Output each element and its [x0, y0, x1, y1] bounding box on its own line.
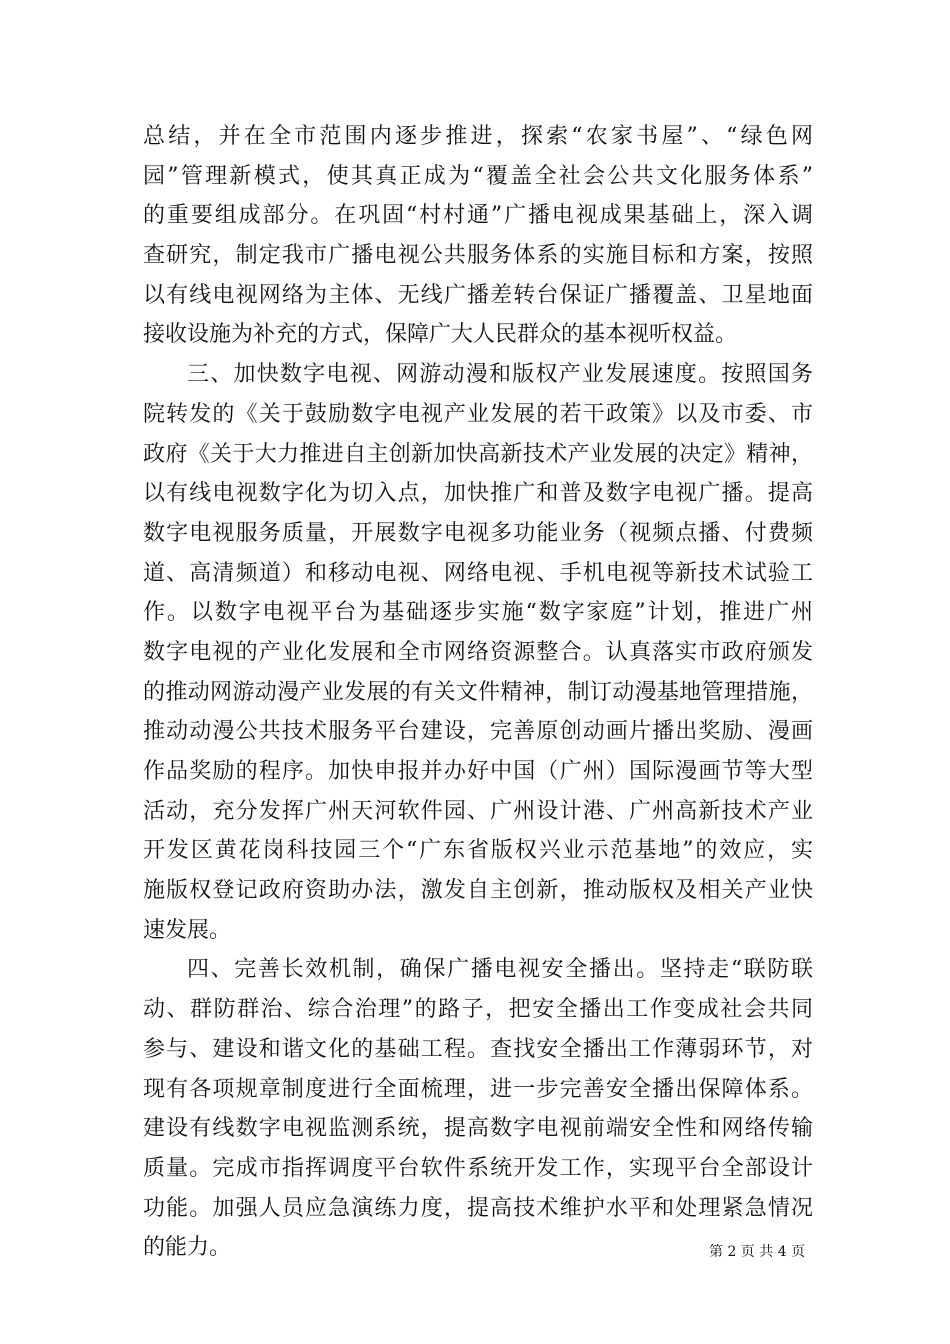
text-line: 功能。加强人员应急演练力度，提高技术维护水平和处理紧急情况: [143, 1195, 813, 1221]
text-line: 园”管理新模式，使其真正成为“覆盖全社会公共文化服务体系”: [143, 163, 813, 189]
document-body: [143, 117, 813, 1268]
text-line: 的能力。: [143, 1235, 232, 1261]
text-line: 政府《关于大力推进自主创新加快高新技术产业发展的决定》精神，: [143, 441, 813, 467]
text-line: 数字电视的产业化发展和全市网络资源整合。认真落实市政府颁发: [143, 639, 813, 665]
text-line: 建设有线数字电视监测系统，提高数字电视前端安全性和网络传输: [143, 1116, 813, 1142]
text-line: 施版权登记政府资助办法，激发自主创新，推动版权及相关产业快: [143, 878, 813, 904]
section-four-first-line: 四、完善长效机制，确保广播电视安全播出。坚持走“联防联: [187, 957, 813, 983]
text-line: 道、高清频道）和移动电视、网络电视、手机电视等新技术试验工: [143, 560, 813, 586]
text-line: 开发区黄花岗科技园三个“广东省版权兴业示范基地”的效应，实: [143, 838, 813, 864]
text-line: 动、群防群治、综合治理”的路子，把安全播出工作变成社会共同: [143, 997, 813, 1023]
text-line: 接收设施为补充的方式，保障广大人民群众的基本视听权益。: [143, 322, 738, 348]
text-line: 总结，并在全市范围内逐步推进，探索“农家书屋”、“绿色网: [143, 124, 813, 149]
text-line: 质量。完成市指挥调度平台软件系统开发工作，实现平台全部设计: [143, 1155, 813, 1181]
text-line: 的重要组成部分。在巩固“村村通”广播电视成果基础上，深入调: [143, 203, 813, 229]
page-indicator: 第 2 页 共 4 页: [709, 1244, 806, 1260]
text-line: 以有线电视网络为主体、无线广播差转台保证广播覆盖、卫星地面: [143, 282, 813, 308]
text-line: 以有线电视数字化为切入点，加快推广和普及数字电视广播。提高: [143, 481, 813, 507]
text-line: 活动，充分发挥广州天河软件园、广州设计港、广州高新技术产业: [143, 798, 813, 824]
text-line: 查研究，制定我市广播电视公共服务体系的实施目标和方案，按照: [143, 243, 813, 269]
text-line: 速发展。: [143, 917, 232, 943]
text-line: 推动动漫公共技术服务平台建设，完善原创动画片播出奖励、漫画: [143, 719, 813, 745]
text-line: 的推动网游动漫产业发展的有关文件精神，制订动漫基地管理措施，: [143, 679, 813, 705]
text-line: 作。以数字电视平台为基础逐步实施“数字家庭”计划，推进广州: [143, 600, 813, 626]
text-line: 数字电视服务质量，开展数字电视多功能业务（视频点播、付费频: [143, 520, 813, 546]
section-three-first-line: 三、加快数字电视、网游动漫和版权产业发展速度。按照国务: [187, 362, 813, 388]
text-line: 作品奖励的程序。加快申报并办好中国（广州）国际漫画节等大型: [143, 759, 813, 784]
text-line: 参与、建设和谐文化的基础工程。查找安全播出工作薄弱环节，对: [143, 1036, 813, 1062]
text-line: 院转发的《关于鼓励数字电视产业发展的若干政策》以及市委、市: [143, 401, 813, 427]
text-line: 现有各项规章制度进行全面梳理，进一步完善安全播出保障体系。: [143, 1076, 813, 1102]
